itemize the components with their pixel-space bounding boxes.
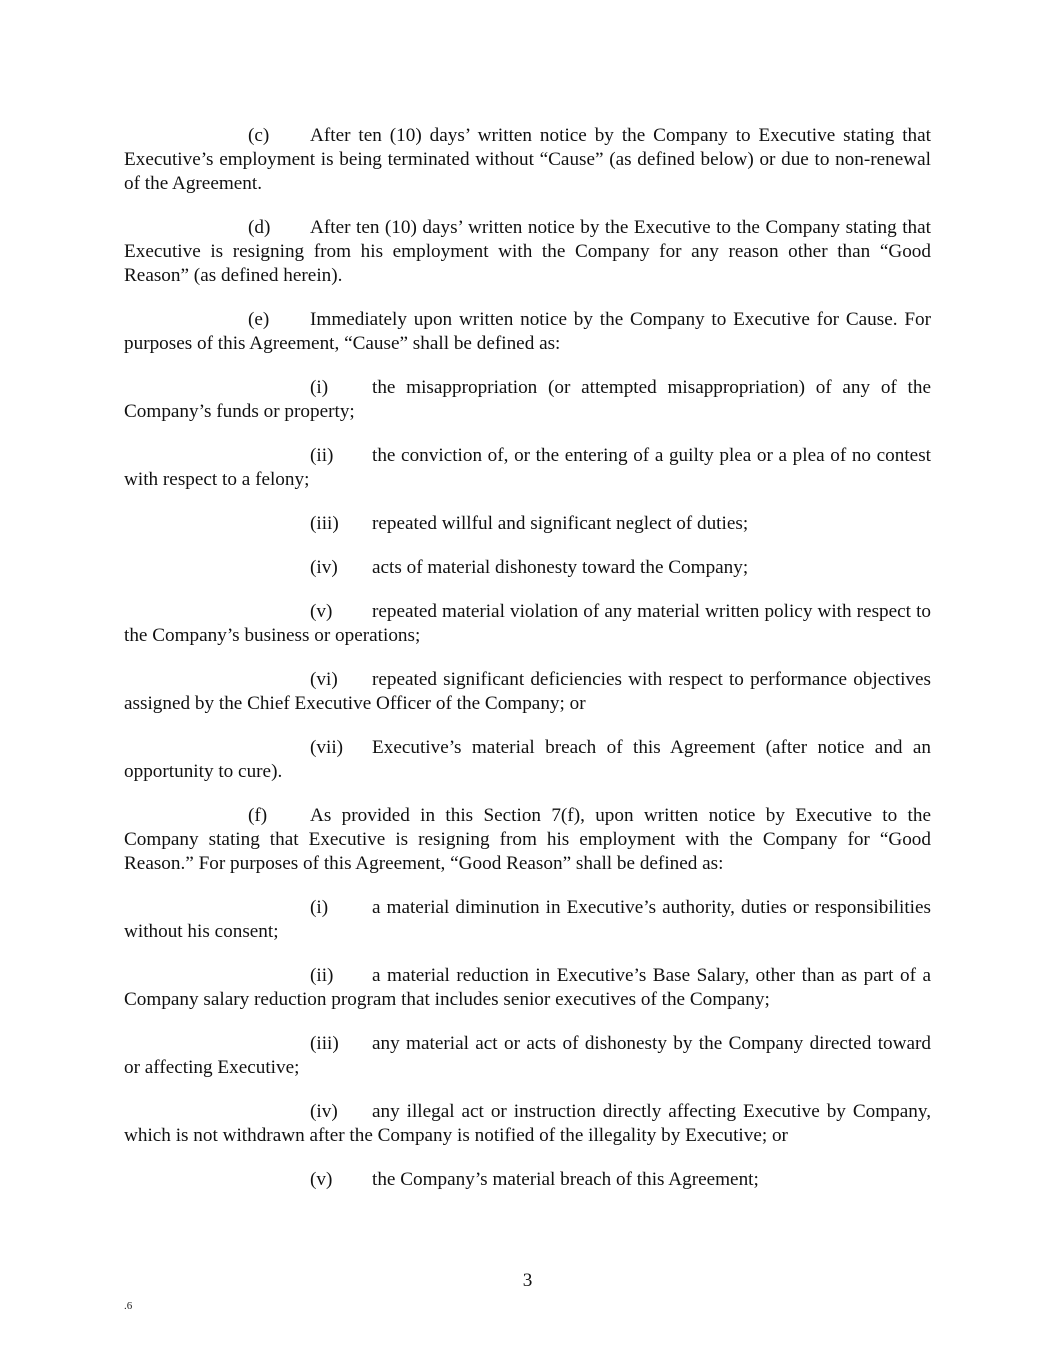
cause-item-v bbox=[124, 600, 931, 648]
cause-item-i bbox=[124, 376, 931, 424]
clause-label: (ii) bbox=[310, 965, 334, 986]
clause-text: After ten (10) days’ written notice by the Executive to the Company stating that Executive is resigning from his employment with the Company for any reason other than “Good Reason” (as defined herein). bbox=[124, 217, 931, 286]
clause-label: (e) bbox=[248, 309, 270, 330]
clause-text: a material reduction in Executive’s Base Salary, other than as part of a Company salary reduction program that includes senior executives of the Company; bbox=[124, 965, 931, 1010]
clause-label: (iv) bbox=[310, 557, 338, 578]
clause-text: repeated willful and significant neglect of duties; bbox=[372, 513, 749, 534]
clause-text: Immediately upon written notice by the Company to Executive for Cause. For purposes of this Agreement, “Cause” shall be defined as: bbox=[124, 309, 931, 354]
clause-text: the Company’s material breach of this Agreement; bbox=[372, 1169, 759, 1190]
clause-label: (iii) bbox=[310, 1033, 339, 1054]
clause-label: (vi) bbox=[310, 669, 338, 690]
clause-e bbox=[124, 308, 931, 356]
clause-label: (i) bbox=[310, 897, 329, 918]
clause-text: repeated significant deficiencies with respect to performance objectives assigned by the Chief Executive Officer of the Company; or bbox=[124, 669, 931, 714]
clause-text: Executive’s material breach of this Agreement (after notice and an opportunity to cure). bbox=[124, 737, 931, 782]
clause-text: a material diminution in Executive’s authority, duties or responsibilities without his consent; bbox=[124, 897, 931, 942]
cause-item-vi bbox=[124, 668, 931, 716]
page-number: 3 bbox=[522, 1270, 533, 1291]
clause-text: As provided in this Section 7(f), upon written notice by Executive to the Company stating that Executive is resigning from his employment with the Company for “Good Reason.” For purposes of this Agreement, “Good Reason” shall be defined as: bbox=[124, 805, 931, 874]
document-page bbox=[124, 124, 931, 1212]
good-reason-item-iv bbox=[124, 1100, 931, 1148]
clause-text: the misappropriation (or attempted misappropriation) of any of the Company’s funds or property; bbox=[124, 377, 931, 422]
clause-f bbox=[124, 804, 931, 876]
clause-label: (v) bbox=[310, 1169, 333, 1190]
clause-d bbox=[124, 216, 931, 288]
footer-code: .6 bbox=[124, 1300, 133, 1312]
clause-text: any material act or acts of dishonesty by the Company directed toward or affecting Executive; bbox=[124, 1033, 931, 1078]
good-reason-item-i bbox=[124, 896, 931, 944]
cause-item-vii bbox=[124, 736, 931, 784]
clause-label: (c) bbox=[248, 125, 270, 146]
clause-label: (iii) bbox=[310, 513, 339, 534]
cause-item-ii bbox=[124, 444, 931, 492]
cause-item-iv bbox=[124, 556, 931, 580]
clause-label: (iv) bbox=[310, 1101, 338, 1122]
clause-label: (d) bbox=[248, 217, 271, 238]
clause-text: any illegal act or instruction directly affecting Executive by Company, which is not withdrawn after the Company is notified of the illegality by Executive; or bbox=[124, 1101, 931, 1146]
good-reason-item-ii bbox=[124, 964, 931, 1012]
clause-label: (v) bbox=[310, 601, 333, 622]
clause-label: (f) bbox=[248, 805, 268, 826]
clause-label: (i) bbox=[310, 377, 329, 398]
clause-text: After ten (10) days’ written notice by the Company to Executive stating that Executive’s employment is being terminated without “Cause” (as defined below) or due to non-renewal of the Agreement. bbox=[124, 125, 931, 194]
clause-label: (vii) bbox=[310, 737, 344, 758]
clause-c bbox=[124, 124, 931, 196]
clause-text: repeated material violation of any material written policy with respect to the Company’s business or operations; bbox=[124, 601, 931, 646]
good-reason-item-iii bbox=[124, 1032, 931, 1080]
clause-text: the conviction of, or the entering of a guilty plea or a plea of no contest with respect to a felony; bbox=[124, 445, 931, 490]
clause-text: acts of material dishonesty toward the Company; bbox=[372, 557, 749, 578]
cause-item-iii bbox=[124, 512, 931, 536]
clause-label: (ii) bbox=[310, 445, 334, 466]
good-reason-item-v bbox=[124, 1168, 931, 1192]
